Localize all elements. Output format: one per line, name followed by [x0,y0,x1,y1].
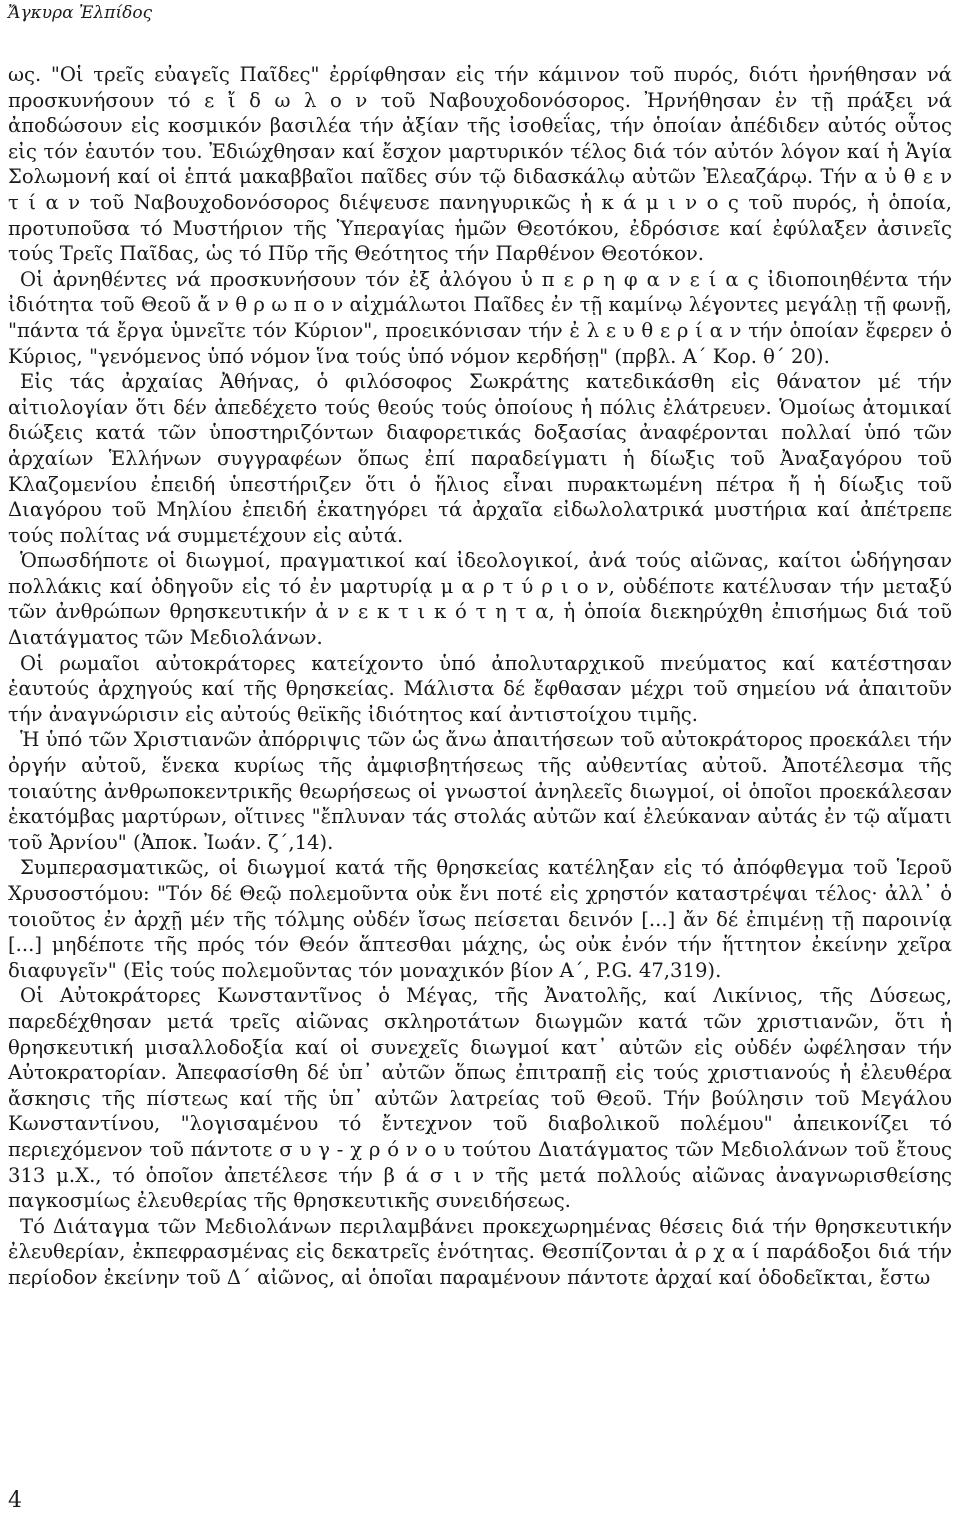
paragraph: Οἱ Αὐτοκράτορες Κωνσταντῖνος ὁ Μέγας, τῆς Ἀνατολῆς, καί Λικίνιος, τῆς Δύσεως, παρεδέχθησαν μετά τρεῖς αἰῶνας σκληροτάτων διωγμῶν κατά τῶν χριστιανῶν, ὅτι ἡ θρησκευτική μισαλλοδοξία καί οἱ συνεχεῖς διωγμοί κατ᾽ αὐτῶν εἰς οὐδέν ὠφέλησαν τήν Αὐτοκρατορίαν. Ἀπεφασίσθη δέ ὑπ᾽ αὐτῶν ὅπως ἐπιτραπῇ εἰς τούς χριστιανούς ἡ ἐλευθέρα ἄσκησις τῆς πίστεως καί τῆς ὑπ᾽ αὐτῶν λατρείας τοῦ Θεοῦ. Τήν βούλησιν τοῦ Μεγάλου Κωνσταντίνου, "λογισαμένου τό ἔντεχνον τοῦ διαβολικοῦ πολέμου" ἀπεικονίζει τό περιεχόμενον τοῦ πάντοτε σ υ γ - χ ρ ό ν ο υ τούτου Διατάγματος τῶν Μεδιολάνων τοῦ ἔτους 313 μ.Χ., τό ὁποῖον ἀπετέλεσε τήν β ά σ ι ν τῆς μετά πολλούς αἰῶνας ἀναγνωρισθείσης παγκοσμίως ἐλευθερίας τῆς θρησκευτικῆς συνειδήσεως. [8,984,952,1213]
paragraph: ως. "Οἱ τρεῖς εὐαγεῖς Παῖδες" ἐρρίφθησαν εἰς τήν κάμινον τοῦ πυρός, διότι ἠρνήθησαν νά προσκυνήσουν τό ε ἴ δ ω λ ο ν τοῦ Ναβουχοδονόσορος. Ἠρνήθησαν ἐν τῇ πράξει νά ἀποδώσουν εἰς κοσμικόν βασιλέα τήν ἀξίαν τῆς ἰσοθεΐας, τήν ὁποίαν ἀπέδιδεν αὐτός οὗτος εἰς τόν ἑαυτόν του. Ἐδιώχθησαν καί ἔσχον μαρτυρικόν τέλος διά τόν αὐτόν λόγον καί ἡ Ἁγία Σολωμονή καί οἱ ἑπτά μακαββαῖοι παῖδες σύν τῷ διδασκάλῳ αὐτῶν Ἐλεαζάρῳ. Τήν α ὐ θ ε ν τ ί α ν τοῦ Ναβουχοδονόσορος διέψευσε πανηγυρικῶς ἡ κ ά μ ι ν ο ς τοῦ πυρός, ἡ ὁποία, προτυποῦσα τό Μυστήριον τῆς Ὑπεραγίας ἡμῶν Θεοτόκου, ἐδρόσισε καί ἐφύλαξεν ἀσινεῖς τούς Τρεῖς Παῖδας, ὡς τό Πῦρ τῆς Θεότητος τήν Παρθένον Θεοτόκον. [8,63,952,266]
paragraph: Οἱ ρωμαῖοι αὐτοκράτορες κατείχοντο ὑπό ἀπολυταρχικοῦ πνεύματος καί κατέστησαν ἑαυτούς ἀρχηγούς καί τῆς θρησκείας. Μάλιστα δέ ἔφθασαν μέχρι τοῦ σημείου νά ἀπαιτοῦν τήν ἀναγνώρισιν εἰς αὐτούς θεϊκῆς ἰδιότητος καί ἀντιστοίχου τιμῆς. [8,651,952,726]
document-body [8,62,952,1291]
page-number: 4 [8,1488,22,1513]
paragraph: Ὁπωσδήποτε οἱ διωγμοί, πραγματικοί καί ἰδεολογικοί, ἀνά τούς αἰῶνας, καίτοι ὡδήγησαν πολλάκις καί ὁδηγοῦν εἰς τό ἐν μαρτυρίᾳ μ α ρ τ ύ ρ ι ο ν, οὐδέποτε κατέλυσαν τήν μεταξύ τῶν ἀνθρώπων θρησκευτικήν ἀ ν ε κ τ ι κ ό τ η τ α, ἡ ὁποία διεκηρύχθη ἐπισήμως διά τοῦ Διατάγματος τῶν Μεδιολάνων. [8,549,952,650]
paragraph: Οἱ ἀρνηθέντες νά προσκυνήσουν τόν ἐξ ἀλόγου ὑ π ε ρ η φ α ν ε ί α ς ἰδιοποιηθέντα τήν ἰδιότητα τοῦ Θεοῦ ἄ ν θ ρ ω π ο ν αἰχμάλωτοι Παῖδες ἐν τῇ καμίνῳ λέγοντες μεγάλῃ τῇ φωνῇ, "πάντα τά ἔργα ὑμνεῖτε τόν Κύριον", προεικόνισαν τήν ἐ λ ε υ θ ε ρ ί α ν τήν ὁποίαν ἔφερεν ὁ Κύριος, "γενόμενος ὑπό νόμον ἵνα τούς ὑπό νόμον κερδήσῃ" (πρβλ. Α΄ Κορ. θ΄ 20). [8,267,952,368]
paragraph: Τό Διάταγμα τῶν Μεδιολάνων περιλαμβάνει προκεχωρημένας θέσεις διά τήν θρησκευτικήν ἐλευθερίαν, ἐκπεφρασμένας εἰς δεκατρεῖς ἑνότητας. Θεσπίζονται ἀ ρ χ α ί παράδοξοι διά τήν περίοδον ἐκείνην τοῦ Δ΄ αἰῶνος, αἱ ὁποῖαι παραμένουν πάντοτε ἀρχαί καί ὁδοδεῖκται, ἔστω [8,1214,952,1289]
paragraph: Ἡ ὑπό τῶν Χριστιανῶν ἀπόρριψις τῶν ὡς ἄνω ἀπαιτήσεων τοῦ αὐτοκράτορος προεκάλει τήν ὀργήν αὐτοῦ, ἕνεκα κυρίως τῆς ἀμφισβητήσεως τῆς αὐθεντίας αὐτοῦ. Ἀποτέλεσμα τῆς τοιαύτης ἀνθρωποκεντρικῆς θεωρήσεως οἱ γνωστοί ἀνηλεεῖς διωγμοί, οἱ ὁποῖοι προεκάλεσαν ἑκατόμβας μαρτύρων, οἵτινες "ἔπλυναν τάς στολάς αὐτῶν καί ἐλεύκαναν αὐτάς ἐν τῷ αἵματι τοῦ Ἀρνίου" (Ἀποκ. Ἰωάν. ζ΄,14). [8,728,952,854]
running-header: Ἄγκυρα Ἐλπίδος [8,3,153,23]
paragraph: Συμπερασματικῶς, οἱ διωγμοί κατά τῆς θρησκείας κατέληξαν εἰς τό ἀπόφθεγμα τοῦ Ἱεροῦ Χρυσοστόμου: "Τόν δέ Θεῷ πολεμοῦντα οὐκ ἔνι ποτέ εἰς χρηστόν καταστρέψαι τέλος· ἀλλ᾽ ὁ τοιοῦτος ἐν ἀρχῇ μέν τῆς τόλμης οὐδέν ἴσως πείσεται δεινόν [...] ἄν δέ ἐπιμένῃ τῇ παροινίᾳ [...] μηδέποτε τῆς πρός τόν Θεόν ἅπτεσθαι μάχης, ὡς οὐκ ἐνόν τήν ἥττητον ἐκείνην χεῖρα διαφυγεῖν" (Εἰς τούς πολεμοῦντας τόν μοναχικόν βίον Α΄, P.G. 47,319). [8,856,952,982]
paragraph: Εἰς τάς ἀρχαίας Ἀθήνας, ὁ φιλόσοφος Σωκράτης κατεδικάσθη εἰς θάνατον μέ τήν αἰτιολογίαν ὅτι δέν ἀπεδέχετο τούς θεούς τούς ὁποίους ἡ πόλις ἐλάτρευεν. Ὁμοίως ἀτομικαί διώξεις κατά τῶν ὑποστηριζόντων διαφορετικάς δοξασίας ἀναφέρονται πολλαί ὑπό τῶν ἀρχαίων Ἑλλήνων συγγραφέων ὅπως ἐπί παραδείγματι ἡ δίωξις τοῦ Ἀναξαγόρου τοῦ Κλαζομενίου ἐπειδή ὑπεστήριζεν ὅτι ὁ ἥλιος εἶναι πυρακτωμένη πέτρα ἤ ἡ δίωξις τοῦ Διαγόρου τοῦ Μηλίου ἐπειδή ἐκατηγόρει τά ἀρχαῖα εἰδωλολατρικά μυστήρια καί ἀπέτρεπε τούς πολίτας νά συμμετέχουν εἰς αὐτά. [8,370,952,547]
